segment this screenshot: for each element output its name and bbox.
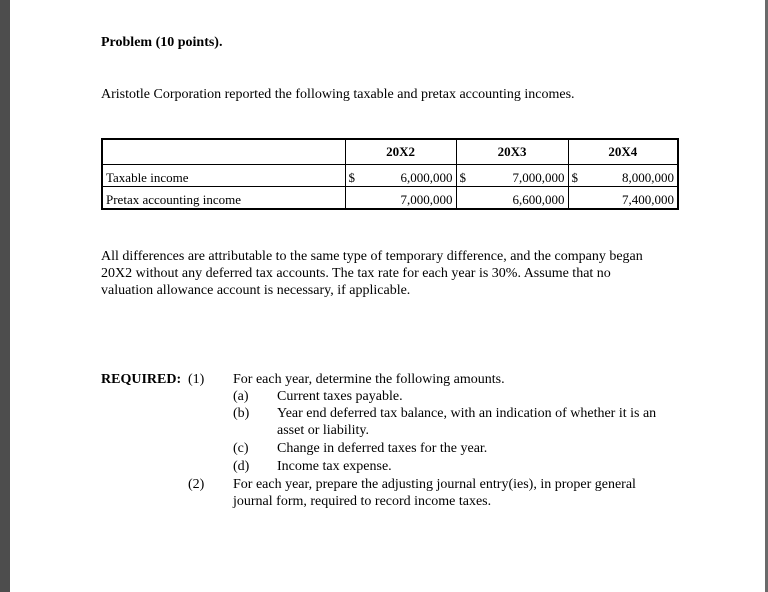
currency-symbol [568, 187, 593, 210]
required-item-1: For each year, determine the following amounts. [233, 372, 505, 387]
problem-title: Problem (10 points). [101, 35, 223, 50]
subitem-text: Current taxes payable. [277, 389, 403, 404]
row-label: Taxable income [102, 165, 345, 187]
row-label: Pretax accounting income [102, 187, 345, 210]
year-header: 20X3 [456, 139, 568, 165]
paragraph-line: All differences are attributable to the same type of temporary difference, and the company began [101, 249, 643, 264]
currency-symbol: $ [345, 165, 370, 187]
required-number-2: (2) [188, 477, 205, 492]
subitem-letter: (c) [233, 441, 249, 456]
required-label: REQUIRED: [101, 372, 182, 387]
cell-value: 6,600,000 [481, 187, 568, 210]
required-number-1: (1) [188, 372, 205, 387]
header-blank [102, 139, 345, 165]
paragraph-line: valuation allowance account is necessary, if applicable. [101, 283, 411, 298]
table-row [102, 165, 678, 187]
cell-value: 7,400,000 [593, 187, 678, 210]
subitem-text: Change in deferred taxes for the year. [277, 441, 488, 456]
subitem-text: Year end deferred tax balance, with an indication of whether it is an [277, 406, 657, 421]
subitem-letter: (b) [233, 406, 250, 421]
cell-value: 7,000,000 [481, 165, 568, 187]
year-header: 20X2 [345, 139, 456, 165]
description-paragraph [101, 248, 677, 299]
table-header-row [102, 139, 678, 165]
cell-value: 8,000,000 [593, 165, 678, 187]
currency-symbol: $ [568, 165, 593, 187]
left-margin-bar [0, 0, 10, 592]
subitem-text: Income tax expense. [277, 459, 392, 474]
table-row [102, 187, 678, 210]
subitem-letter: (a) [233, 389, 249, 404]
required-item-2 [233, 476, 679, 510]
subitem-text: asset or liability. [277, 423, 370, 438]
income-table [101, 138, 679, 210]
cell-value: 7,000,000 [370, 187, 456, 210]
currency-symbol [456, 187, 481, 210]
subitem-letter: (d) [233, 459, 250, 474]
cell-value: 6,000,000 [370, 165, 456, 187]
year-header: 20X4 [568, 139, 678, 165]
currency-symbol [345, 187, 370, 210]
item2-line: For each year, prepare the adjusting journal entry(ies), in proper general [233, 477, 636, 492]
intro-text: Aristotle Corporation reported the following taxable and pretax accounting incomes. [101, 87, 575, 102]
paragraph-line: 20X2 without any deferred tax accounts. The tax rate for each year is 30%. Assume that no [101, 266, 611, 281]
item2-line: journal form, required to record income taxes. [233, 494, 492, 509]
currency-symbol: $ [456, 165, 481, 187]
